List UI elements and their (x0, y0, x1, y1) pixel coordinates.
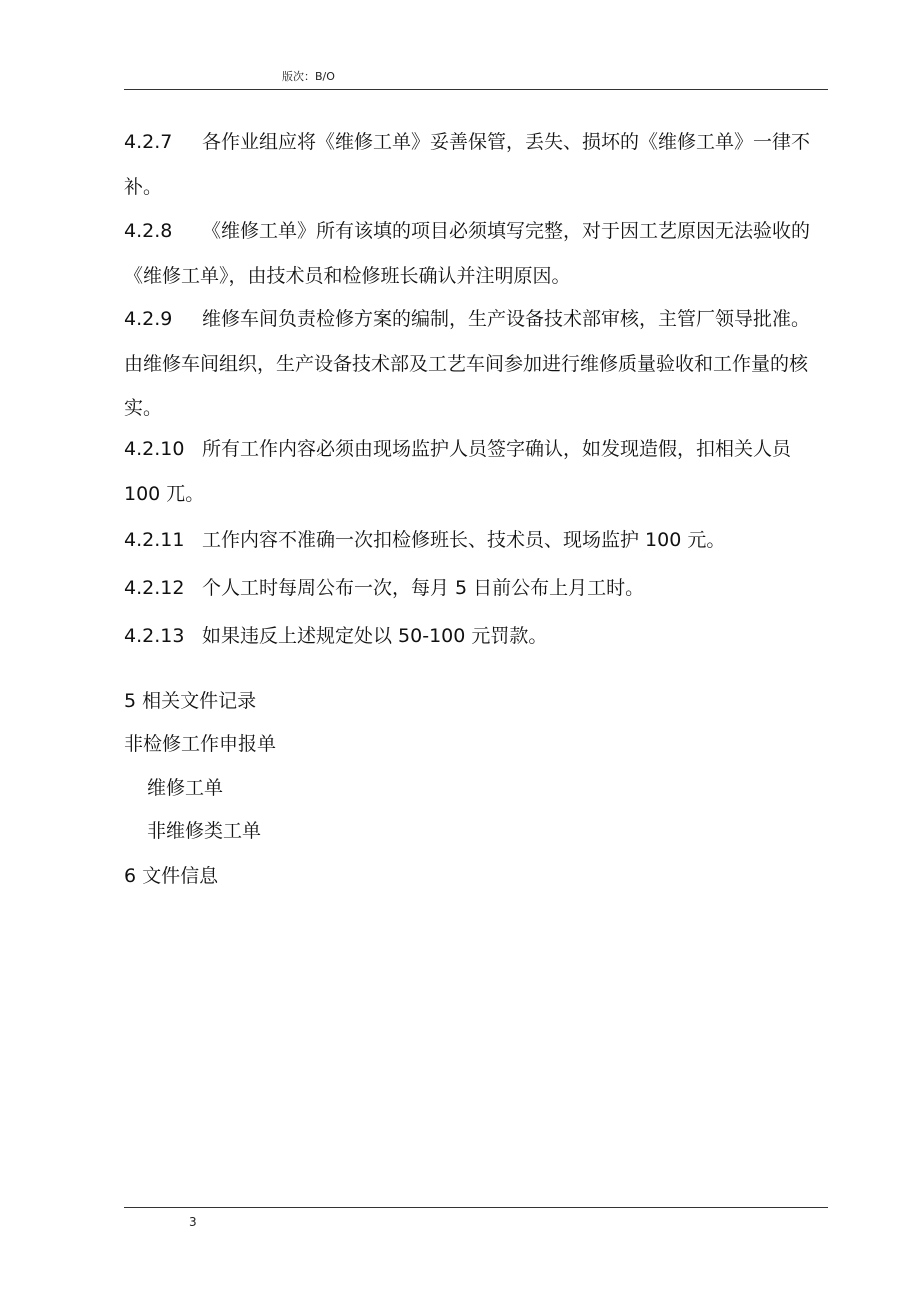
clause-text: 个人工时每周公布一次，每月 5 日前公布上月工时。 (202, 577, 645, 599)
clause-text: 工作内容不准确一次扣检修班长、技术员、现场监护 100 元。 (202, 529, 726, 551)
paragraph-4-2-7 (124, 120, 814, 209)
footer-rule (124, 1207, 828, 1208)
clause-text: 如果违反上述规定处以 50-100 元罚款。 (202, 625, 548, 647)
clause-number: 4.2.9 (124, 308, 173, 330)
clause-text: 《维修工单》所有该填的项目必须填写完整，对于因工艺原因无法验收的《维修工单》，由技术员和检修班长确认并注明原因。 (124, 220, 811, 287)
paragraph-4-2-11 (124, 518, 814, 563)
clause-text: 维修车间负责检修方案的编制，生产设备技术部审核，主管厂领导批准。由维修车间组织，生产设备技术部及工艺车间参加进行维修质量验收和工作量的核实。 (124, 308, 811, 419)
clause-text: 各作业组应将《维修工单》妥善保管，丢失、损坏的《维修工单》一律不补。 (124, 131, 811, 198)
clause-number: 4.2.10 (124, 438, 185, 460)
clause-number: 4.2.13 (124, 625, 185, 647)
paragraph-4-2-8 (124, 209, 814, 298)
record-item: 维修工单 (147, 777, 224, 799)
version-label: 版次：B/O (282, 70, 335, 83)
header-rule (124, 89, 828, 90)
paragraph-4-2-13 (124, 614, 814, 659)
paragraph-4-2-9 (124, 297, 814, 431)
clause-number: 4.2.7 (124, 131, 173, 153)
record-item: 非维修类工单 (147, 820, 262, 842)
page-number: 3 (189, 1215, 197, 1229)
clause-text: 所有工作内容必须由现场监护人员签字确认，如发现造假，扣相关人员 100 兀。 (124, 438, 792, 505)
clause-number: 4.2.11 (124, 529, 185, 551)
record-item: 非检修工作申报单 (124, 733, 277, 755)
section-5-heading: 5 相关文件记录 (124, 690, 257, 712)
section-6-heading: 6 文件信息 (124, 865, 219, 887)
paragraph-4-2-10 (124, 427, 814, 516)
clause-number: 4.2.12 (124, 577, 185, 599)
paragraph-4-2-12 (124, 566, 814, 611)
clause-number: 4.2.8 (124, 220, 173, 242)
